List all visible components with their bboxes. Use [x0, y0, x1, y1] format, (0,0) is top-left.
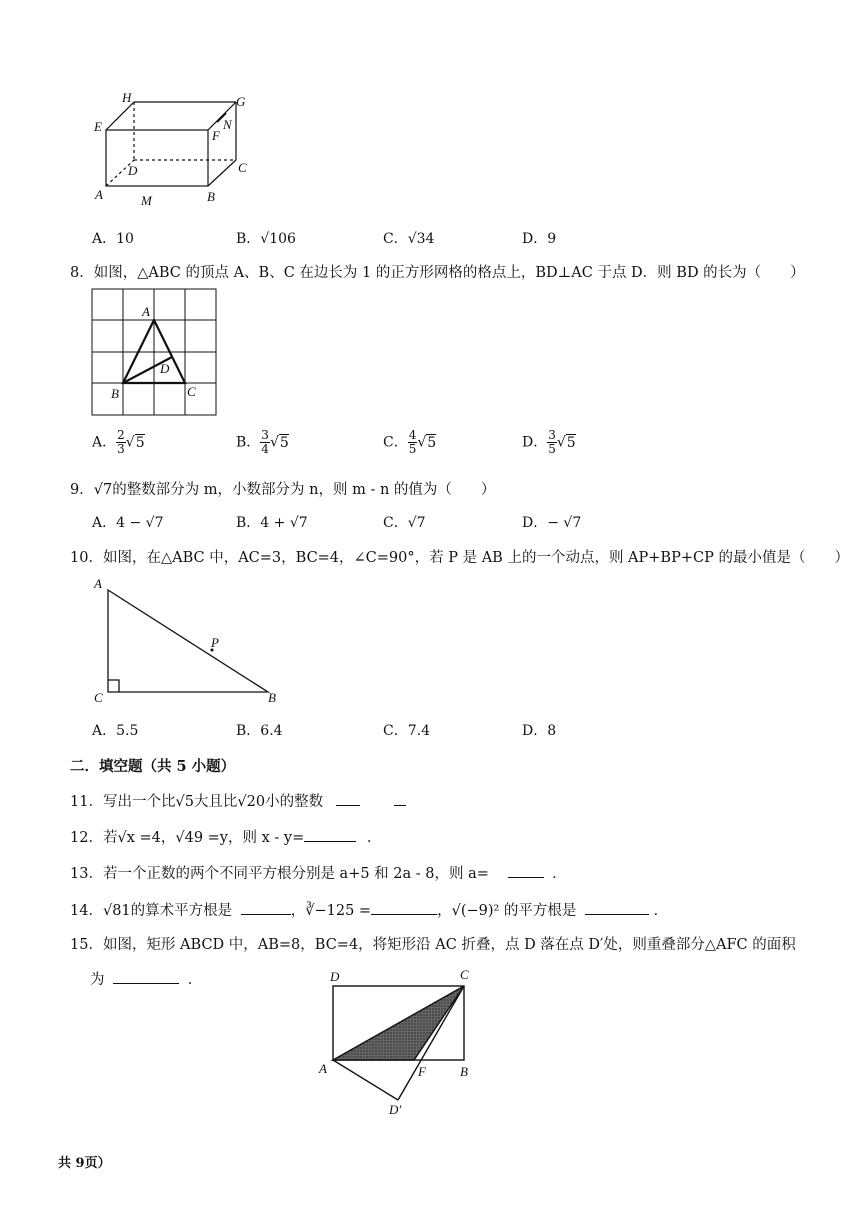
fraction: $\frac{3}{4}$ — [261, 428, 269, 456]
label-A: A — [95, 187, 103, 202]
q9-option-b[interactable]: B．4 + √7 — [236, 515, 308, 531]
label-H: H — [122, 90, 132, 105]
q10-option-d[interactable]: D．8 — [522, 723, 557, 739]
q8-label-D: D — [160, 361, 170, 376]
label-M: M — [141, 193, 152, 208]
q14-text-c: ，√(−9)² 的平方根是 — [437, 903, 577, 919]
section-heading-fill-in: 二．填空题（共 5 小题） — [70, 758, 236, 775]
q8-option-a[interactable]: A． $\frac{2}{3}$ √5 — [92, 428, 145, 456]
q14-text-a: 14．√81的算术平方根是 — [70, 903, 233, 919]
q12-end: ． — [366, 830, 382, 846]
q11-text: 11．写出一个比√5大且比√20小的整数 — [70, 794, 324, 810]
label-E: E — [94, 119, 102, 134]
label-D: D — [128, 163, 138, 178]
option-letter: C． — [383, 434, 408, 451]
q9-text: 9．√7的整数部分为 m，小数部分为 n，则 m - n 的值为（ ） — [70, 482, 496, 498]
q8-option-d[interactable]: D． $\frac{3}{5}$ √5 — [522, 428, 576, 456]
q8-label-A: A — [142, 304, 150, 319]
q8-text: 8．如图，△ABC 的顶点 A、B、C 在边长为 1 的正方形网格的格点上，BD⊥AC 于点 D．则 BD 的长为（ ） — [70, 265, 805, 281]
label-B: B — [207, 189, 215, 204]
q10-option-b[interactable]: B．6.4 — [236, 723, 283, 739]
q15-label-D-prime: D′ — [389, 1102, 402, 1117]
label-G: G — [236, 94, 246, 109]
fraction: $\frac{4}{5}$ — [408, 428, 417, 456]
q8-option-c[interactable]: C． $\frac{4}{5}$ √5 — [383, 428, 437, 456]
q9-option-d[interactable]: D．− √7 — [522, 515, 582, 531]
q10-label-C: C — [94, 690, 103, 705]
q13-text: 13．若一个正数的两个不同平方根分别是 a+5 和 2a - 8，则 a= — [70, 866, 489, 882]
q15-label-C: C — [460, 967, 469, 982]
q12-text: 12．若√x =4，√49 =y，则 x - y= — [70, 830, 305, 846]
q7-option-b[interactable]: B．√106 — [236, 231, 296, 247]
q15-label-F: F — [418, 1064, 426, 1079]
q7-option-d[interactable]: D．9 — [522, 231, 557, 247]
label-N: N — [223, 117, 232, 132]
option-letter: A． — [92, 434, 117, 451]
q15-label-D: D — [330, 969, 340, 984]
page-footer: 共 9页） — [58, 1156, 111, 1171]
q13-end: ． — [552, 866, 567, 882]
q15-label-A: A — [319, 1061, 327, 1076]
q14-end: ． — [653, 903, 669, 919]
fraction: $\frac{2}{3}$ — [117, 428, 125, 456]
q7-option-a[interactable]: A．10 — [92, 231, 134, 247]
label-C: C — [238, 160, 247, 175]
q8-label-C: C — [187, 384, 196, 399]
q10-label-A: A — [94, 576, 102, 591]
q10-option-c[interactable]: C．7.4 — [383, 723, 430, 739]
label-F: F — [212, 128, 220, 143]
q15-text: 15．如图，矩形 ABCD 中，AB=8，BC=4，将矩形沿 AC 折叠，点 D 落在点 D′处，则重叠部分△AFC 的面积 — [70, 937, 796, 953]
q10-label-B: B — [268, 690, 276, 705]
option-letter: B． — [236, 434, 261, 451]
q15-text-2: 为 — [90, 972, 105, 988]
q8-label-B: B — [111, 386, 119, 401]
option-letter: D． — [522, 434, 548, 451]
q10-text: 10．如图，在△ABC 中，AC=3，BC=4，∠C=90°，若 P 是 AB 上的一个动点，则 AP+BP+CP 的最小值是（ ） — [70, 550, 849, 566]
q10-option-a[interactable]: A．5.5 — [92, 723, 139, 739]
fraction: $\frac{3}{5}$ — [548, 428, 556, 456]
q14-text-b: ，∛−125 = — [290, 903, 372, 919]
q9-option-a[interactable]: A．4 − √7 — [92, 515, 164, 531]
q15-label-B: B — [460, 1064, 468, 1079]
q10-label-P: P — [211, 635, 219, 650]
q9-option-c[interactable]: C．√7 — [383, 515, 426, 531]
q15-end: ． — [187, 972, 203, 988]
q8-option-b[interactable]: B． $\frac{3}{4}$ √5 — [236, 428, 289, 456]
q7-option-c[interactable]: C．√34 — [383, 231, 435, 247]
